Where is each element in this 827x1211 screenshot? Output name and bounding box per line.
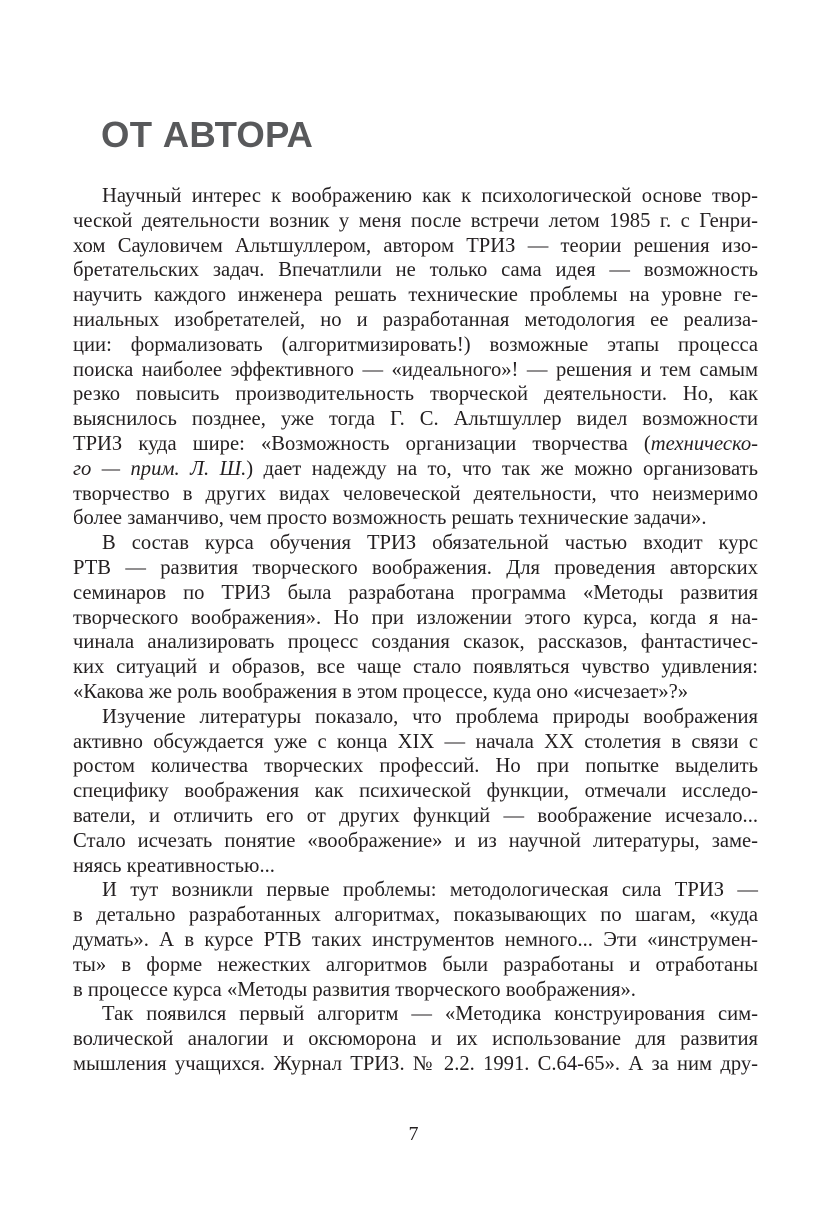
line-text: чинала анализировать процесс создания сказок, рассказов, фантастичес- — [73, 631, 758, 654]
line-text: няясь креативностью... — [73, 854, 275, 877]
line-text: в процессе курса «Методы развития творческого воображения». — [73, 978, 636, 1001]
text-line — [73, 457, 758, 482]
text-line — [73, 382, 758, 407]
line-text: более заманчиво, чем просто возможность решать технические задачи». — [73, 507, 707, 530]
text-line — [73, 804, 758, 829]
text-line — [73, 531, 758, 556]
text-line — [73, 1002, 758, 1027]
text-line — [73, 184, 758, 209]
text-line — [73, 928, 758, 953]
text-line — [73, 308, 758, 333]
text-line — [73, 506, 758, 531]
line-text: творчество в других видах человеческой деятельности, что неизмеримо — [73, 482, 758, 505]
line-text: волической аналогии и оксюморона и их использование для развития — [73, 1028, 758, 1051]
text-line — [73, 829, 758, 854]
line-text: хом Сауловичем Альтшуллером, автором ТРИЗ — теории решения изо- — [73, 234, 758, 257]
text-line — [73, 1027, 758, 1052]
line-text: Изучение литературы показало, что проблема природы воображения — [102, 705, 758, 728]
line-text: «Какова же роль воображения в этом процессе, куда оно «исчезает»?» — [73, 680, 689, 703]
line-text: ) дает надежду на то, что так же можно организовать — [246, 457, 759, 480]
line-text: бретательских задач. Впечатлили не только сама идея — возможность — [73, 259, 758, 282]
text-line — [73, 258, 758, 283]
line-text: ты» в форме нежестких алгоритмов были разработаны и отработаны — [73, 953, 758, 976]
text-line — [73, 209, 758, 234]
text-line — [73, 581, 758, 606]
text-line — [73, 606, 758, 631]
text-line — [73, 655, 758, 680]
text-line — [73, 754, 758, 779]
line-text: РТВ — развития творческого воображения. Для проведения авторских — [73, 556, 758, 579]
text-line — [73, 779, 758, 804]
line-text: Стало исчезать понятие «воображение» и из научной литературы, заме- — [73, 829, 758, 852]
line-text: ростом количества творческих профессий. Но при попытке выделить — [73, 755, 758, 778]
line-text: поиска наиболее эффективного — «идеального»! — решения и тем самым — [73, 358, 758, 381]
text-line — [73, 953, 758, 978]
line-text: выяснилось позднее, уже тогда Г. С. Альтшуллер видел возможности — [73, 408, 758, 431]
text-line — [73, 854, 758, 879]
line-text: резко повысить производительность творческой деятельности. Но, как — [73, 383, 758, 406]
text-line — [73, 630, 758, 655]
line-text: специфику воображения как психической функции, отмечали исследо- — [73, 780, 758, 803]
line-text: ватели, и отличить его от других функций — воображение исчезало... — [73, 804, 758, 827]
text-line — [73, 705, 758, 730]
text-line — [73, 730, 758, 755]
text-line — [73, 358, 758, 383]
line-text: творческого воображения». Но при изложении этого курса, когда я на- — [73, 606, 758, 629]
text-line — [73, 680, 758, 705]
line-text: в детально разработанных алгоритмах, показывающих по шагам, «куда — [73, 904, 758, 927]
line-text: ТРИЗ куда шире: «Возможность организации творчества ( — [73, 432, 651, 455]
line-text: В состав курса обучения ТРИЗ обязательной частью входит курс — [102, 532, 758, 555]
line-text: ции: формализовать (алгоритмизировать!) возможные этапы процесса — [73, 333, 758, 356]
line-text: думать». А в курсе РТВ таких инструментов немного... Эти «инструмен- — [73, 928, 758, 951]
line-text: ких ситуаций и образов, все чаще стало появляться чувство удивления: — [73, 656, 758, 679]
line-text: ниальных изобретателей, но и разработанная методология ее реализа- — [73, 308, 758, 331]
page-number: 7 — [408, 1123, 419, 1145]
line-text: мышления учащихся. Журнал ТРИЗ. № 2.2. 1991. С.64-65». А за ним дру- — [73, 1052, 758, 1075]
text-line — [73, 234, 758, 259]
text-line — [73, 283, 758, 308]
text-line — [73, 878, 758, 903]
line-text: активно обсуждается уже с конца XIX — начала XX столетия в связи с — [73, 730, 758, 753]
line-text: ческой деятельности возник у меня после встречи летом 1985 г. с Генри- — [73, 209, 758, 232]
text-line — [73, 482, 758, 507]
line-text: научить каждого инженера решать технические проблемы на уровне ге- — [73, 284, 758, 307]
text-line — [73, 333, 758, 358]
italic-text: го — прим. Л. Ш. — [73, 457, 247, 480]
line-text: Так появился первый алгоритм — «Методика конструирования сим- — [102, 1003, 758, 1026]
text-line — [73, 903, 758, 928]
line-text: Научный интерес к воображению как к психологической основе твор- — [102, 185, 758, 207]
line-text: И тут возникли первые проблемы: методологическая сила ТРИЗ — — [102, 879, 758, 902]
page-title: ОТ АВТОРА — [101, 114, 314, 155]
text-line — [73, 1052, 758, 1077]
text-line — [73, 407, 758, 432]
text-line — [73, 978, 758, 1003]
body-text — [73, 184, 758, 1077]
text-line — [73, 432, 758, 457]
line-text: семинаров по ТРИЗ была разработана программа «Методы развития — [73, 581, 758, 604]
text-line — [73, 556, 758, 581]
italic-text: техническо- — [650, 432, 758, 455]
